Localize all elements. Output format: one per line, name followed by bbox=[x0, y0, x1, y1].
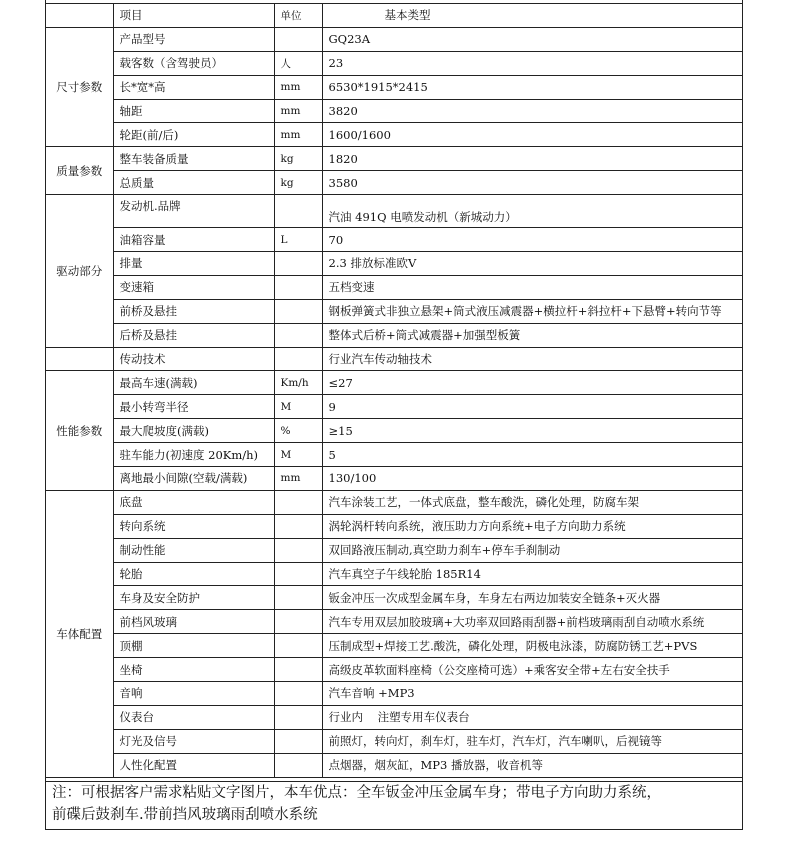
spec-sheet bbox=[45, 0, 743, 830]
row-unit bbox=[274, 347, 322, 371]
group-dimensions: 尺寸参数 bbox=[46, 27, 113, 146]
table-row bbox=[46, 299, 742, 323]
row-value: ≥15 bbox=[322, 419, 742, 443]
row-value: 双回路液压制动,真空助力刹车+停车手刹制动 bbox=[322, 538, 742, 562]
row-unit: mm bbox=[274, 123, 322, 147]
footnote bbox=[46, 781, 742, 829]
row-item: 油箱容量 bbox=[113, 228, 274, 252]
row-unit bbox=[274, 195, 322, 228]
row-item: 离地最小间隙(空载/满载) bbox=[113, 467, 274, 491]
row-value: 9 bbox=[322, 395, 742, 419]
row-value: 钢板弹簧式非独立悬架+筒式液压减震器+横拉杆+斜拉杆+下悬臂+转向节等 bbox=[322, 299, 742, 323]
table-row bbox=[46, 75, 742, 99]
row-unit bbox=[274, 323, 322, 347]
footnote-line-2: 前碟后鼓刹车.带前挡风玻璃雨刮喷水系统 bbox=[52, 807, 318, 823]
table-row bbox=[46, 610, 742, 634]
footnote-line-1: 注：可根据客户需求粘贴文字图片，本车优点：全车钣金冲压金属车身；带电子方向助力系统， bbox=[52, 785, 661, 801]
row-unit: mm bbox=[274, 99, 322, 123]
table-row bbox=[46, 347, 742, 371]
row-value: 行业内 注塑专用车仪表台 bbox=[322, 705, 742, 729]
row-value: 1820 bbox=[322, 147, 742, 171]
row-item: 载客数（含驾驶员） bbox=[113, 51, 274, 75]
row-item: 产品型号 bbox=[113, 27, 274, 51]
row-item: 灯光及信号 bbox=[113, 729, 274, 753]
table-row bbox=[46, 371, 742, 395]
table-row bbox=[46, 753, 742, 777]
table-row bbox=[46, 395, 742, 419]
row-value: 汽车真空子午线轮胎 185R14 bbox=[322, 562, 742, 586]
row-item: 制动性能 bbox=[113, 538, 274, 562]
row-unit bbox=[274, 252, 322, 276]
row-value: 汽车专用双层加胶玻璃+大功率双回路雨刮器+前档玻璃雨刮自动喷水系统 bbox=[322, 610, 742, 634]
header-item: 项目 bbox=[113, 4, 274, 27]
row-item: 总质量 bbox=[113, 171, 274, 195]
row-value: 整体式后桥+筒式减震器+加强型板簧 bbox=[322, 323, 742, 347]
row-unit bbox=[274, 586, 322, 610]
row-unit: mm bbox=[274, 467, 322, 491]
group-drive: 驱动部分 bbox=[46, 195, 113, 347]
row-unit bbox=[274, 729, 322, 753]
row-value: 130/100 bbox=[322, 467, 742, 491]
row-unit: Km/h bbox=[274, 371, 322, 395]
table-row bbox=[46, 443, 742, 467]
row-unit bbox=[274, 610, 322, 634]
group-mass: 质量参数 bbox=[46, 147, 113, 195]
table-row bbox=[46, 27, 742, 51]
row-unit bbox=[274, 27, 322, 51]
table-row bbox=[46, 323, 742, 347]
table-row bbox=[46, 195, 742, 228]
row-value: 5 bbox=[322, 443, 742, 467]
row-unit bbox=[274, 634, 322, 658]
row-item: 转向系统 bbox=[113, 514, 274, 538]
row-item: 底盘 bbox=[113, 490, 274, 514]
row-value: 3580 bbox=[322, 171, 742, 195]
row-item: 轮距(前/后) bbox=[113, 123, 274, 147]
row-item: 传动技术 bbox=[113, 347, 274, 371]
row-item: 轴距 bbox=[113, 99, 274, 123]
row-unit: % bbox=[274, 419, 322, 443]
row-value: ≤27 bbox=[322, 371, 742, 395]
row-item: 驻车能力(初速度 20Km/h) bbox=[113, 443, 274, 467]
row-unit bbox=[274, 275, 322, 299]
row-unit: kg bbox=[274, 147, 322, 171]
table-row bbox=[46, 705, 742, 729]
table-row bbox=[46, 562, 742, 586]
row-value: 前照灯，转向灯，刹车灯，驻车灯，汽车灯，汽车喇叭，后视镜等 bbox=[322, 729, 742, 753]
table-row bbox=[46, 682, 742, 706]
row-item: 最高车速(满载) bbox=[113, 371, 274, 395]
row-value: 6530*1915*2415 bbox=[322, 75, 742, 99]
table-row bbox=[46, 123, 742, 147]
group-performance: 性能参数 bbox=[46, 371, 113, 490]
row-item: 前档风玻璃 bbox=[113, 610, 274, 634]
row-item: 轮胎 bbox=[113, 562, 274, 586]
header-group-cell bbox=[46, 4, 113, 27]
table-row bbox=[46, 252, 742, 276]
row-item: 前桥及悬挂 bbox=[113, 299, 274, 323]
row-unit bbox=[274, 705, 322, 729]
table-row bbox=[46, 538, 742, 562]
row-item: 整车装备质量 bbox=[113, 147, 274, 171]
row-item: 坐椅 bbox=[113, 658, 274, 682]
row-item: 变速箱 bbox=[113, 275, 274, 299]
row-unit bbox=[274, 490, 322, 514]
row-unit: L bbox=[274, 228, 322, 252]
row-unit: M bbox=[274, 395, 322, 419]
row-value: 点烟器，烟灰缸，MP3 播放器，收音机等 bbox=[322, 753, 742, 777]
row-unit bbox=[274, 514, 322, 538]
table-row bbox=[46, 228, 742, 252]
row-value: 五档变速 bbox=[322, 275, 742, 299]
table-row bbox=[46, 490, 742, 514]
spec-table bbox=[46, 4, 742, 778]
row-item: 排量 bbox=[113, 252, 274, 276]
row-value: 行业汽车传动轴技术 bbox=[322, 347, 742, 371]
row-value: 涡轮涡杆转向系统，液压助力方向系统+电子方向助力系统 bbox=[322, 514, 742, 538]
table-row bbox=[46, 51, 742, 75]
table-row bbox=[46, 275, 742, 299]
row-unit: mm bbox=[274, 75, 322, 99]
table-row bbox=[46, 586, 742, 610]
table-row bbox=[46, 147, 742, 171]
row-value: 23 bbox=[322, 51, 742, 75]
row-item: 车身及安全防护 bbox=[113, 586, 274, 610]
table-row bbox=[46, 171, 742, 195]
row-value: 1600/1600 bbox=[322, 123, 742, 147]
table-row bbox=[46, 514, 742, 538]
row-item: 最大爬坡度(满载) bbox=[113, 419, 274, 443]
row-item: 长*宽*高 bbox=[113, 75, 274, 99]
row-value: 钣金冲压一次成型金属车身，车身左右两边加装安全链条+灭火器 bbox=[322, 586, 742, 610]
row-item: 音响 bbox=[113, 682, 274, 706]
row-value: 压制成型+焊接工艺.酸洗，磷化处理，阴极电泳漆，防腐防锈工艺+PVS bbox=[322, 634, 742, 658]
row-item: 顶棚 bbox=[113, 634, 274, 658]
row-unit bbox=[274, 538, 322, 562]
row-unit bbox=[274, 753, 322, 777]
group-empty bbox=[46, 347, 113, 371]
row-item: 最小转弯半径 bbox=[113, 395, 274, 419]
row-value: 高级皮革软面料座椅（公交座椅可选）+乘客安全带+左右安全扶手 bbox=[322, 658, 742, 682]
table-row bbox=[46, 634, 742, 658]
row-unit bbox=[274, 562, 322, 586]
row-value: 70 bbox=[322, 228, 742, 252]
row-value: 汽车涂装工艺，一体式底盘，整车酸洗，磷化处理，防腐车架 bbox=[322, 490, 742, 514]
row-item: 发动机.品牌 bbox=[113, 195, 274, 228]
table-row bbox=[46, 467, 742, 491]
row-value: 汽车音响 +MP3 bbox=[322, 682, 742, 706]
row-value: 3820 bbox=[322, 99, 742, 123]
row-value: 2.3 排放标准欧Ⅴ bbox=[322, 252, 742, 276]
header-row bbox=[46, 4, 742, 27]
table-row bbox=[46, 419, 742, 443]
header-unit: 单位 bbox=[274, 4, 322, 27]
row-value: GQ23A bbox=[322, 27, 742, 51]
row-item: 仪表台 bbox=[113, 705, 274, 729]
group-body: 车体配置 bbox=[46, 490, 113, 777]
row-unit bbox=[274, 658, 322, 682]
row-unit: 人 bbox=[274, 51, 322, 75]
row-unit: M bbox=[274, 443, 322, 467]
table-row bbox=[46, 658, 742, 682]
header-value: 基本类型 bbox=[322, 4, 742, 27]
row-item: 后桥及悬挂 bbox=[113, 323, 274, 347]
row-value: 汽油 491Q 电喷发动机（新城动力） bbox=[322, 195, 742, 228]
row-unit: kg bbox=[274, 171, 322, 195]
row-item: 人性化配置 bbox=[113, 753, 274, 777]
row-unit bbox=[274, 299, 322, 323]
table-row bbox=[46, 729, 742, 753]
table-row bbox=[46, 99, 742, 123]
row-unit bbox=[274, 682, 322, 706]
